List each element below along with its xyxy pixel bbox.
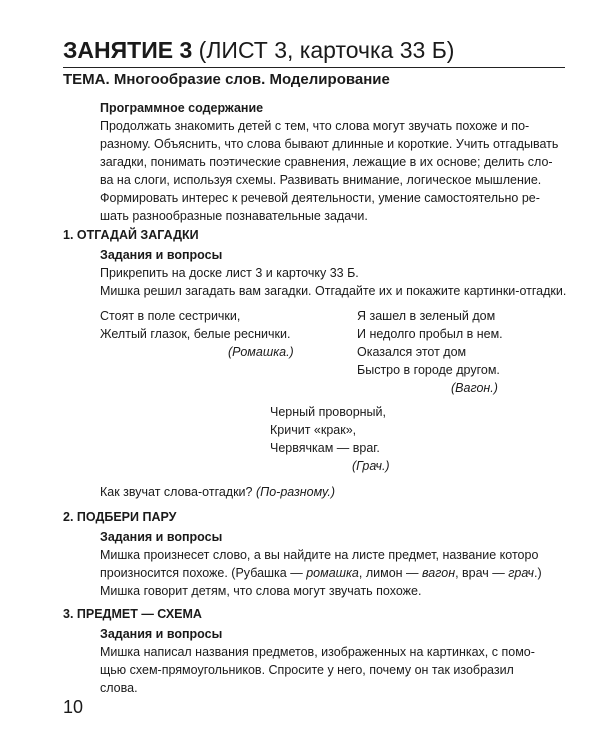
program-line: шать разнообразные познавательные задачи. bbox=[100, 209, 368, 223]
riddle2-line: Оказался этот дом bbox=[357, 345, 467, 359]
title-divider bbox=[63, 67, 565, 68]
riddle1-answer: (Ромашка.) bbox=[228, 345, 294, 359]
riddle3-line: Кричит «крак», bbox=[270, 423, 357, 437]
section2-text: произносится похоже. (Рубашка — bbox=[100, 566, 303, 580]
riddle2-line: Быстро в городе другом. bbox=[357, 363, 500, 377]
section3-heading: 3. ПРЕДМЕТ — СХЕМА bbox=[63, 607, 202, 621]
program-line: Продолжать знакомить детей с тем, что слова могут звучать похоже и по- bbox=[100, 119, 530, 133]
riddle2-answer: (Вагон.) bbox=[451, 381, 498, 395]
program-heading: Программное содержание bbox=[100, 101, 264, 115]
riddle3-line: Черный проворный, bbox=[270, 405, 386, 419]
question-text: Как звучат слова-отгадки? bbox=[100, 485, 253, 499]
riddle1-line: Желтый глазок, белые реснички. bbox=[100, 327, 291, 341]
program-line: загадки, понимать поэтические сравнения, лежащие в их основе; делить сло- bbox=[100, 155, 553, 169]
program-line: ва на слоги, используя схемы. Развивать внимание, логическое мышление. bbox=[100, 173, 542, 187]
program-line: Формировать интерес к речевой деятельности, умение самостоятельно ре- bbox=[100, 191, 540, 205]
riddle2-line: И недолго пробыл в нем. bbox=[357, 327, 503, 341]
section2-text: .) bbox=[533, 566, 542, 580]
program-line: разному. Объяснить, что слова бывают длинные и короткие. Учить отгадывать bbox=[100, 137, 559, 151]
section3-line: щью схем-прямоугольников. Спросите у него, почему он так изобразил bbox=[100, 663, 514, 677]
word-romashka: ромашка bbox=[306, 566, 359, 580]
section2-line bbox=[100, 564, 542, 582]
riddle3-answer: (Грач.) bbox=[352, 459, 390, 473]
lesson-label: ЗАНЯТИЕ 3 bbox=[63, 37, 193, 63]
section2-line: Мишка говорит детям, что слова могут звучать похоже. bbox=[100, 584, 422, 598]
section1-intro-line: Прикрепить на доске лист 3 и карточку 33 Б. bbox=[100, 266, 359, 280]
section1-heading: 1. ОТГАДАЙ ЗАГАДКИ bbox=[63, 228, 199, 242]
riddle2-line: Я зашел в зеленый дом bbox=[357, 309, 496, 323]
section2-line: Мишка произнесет слово, а вы найдите на листе предмет, название которо bbox=[100, 548, 539, 562]
word-grach: грач bbox=[508, 566, 534, 580]
section2-heading: 2. ПОДБЕРИ ПАРУ bbox=[63, 510, 177, 524]
riddle1-line: Стоят в поле сестрички, bbox=[100, 309, 241, 323]
section3-tasks-heading: Задания и вопросы bbox=[100, 627, 223, 641]
section1-question bbox=[100, 483, 335, 501]
section2-tasks-heading: Задания и вопросы bbox=[100, 530, 223, 544]
lesson-subtitle: (ЛИСТ 3, карточка 33 Б) bbox=[198, 37, 455, 63]
section3-line: Мишка написал названия предметов, изображенных на картинках, с помо- bbox=[100, 645, 535, 659]
question-answer: (По-разному.) bbox=[255, 485, 336, 499]
section1-tasks-heading: Задания и вопросы bbox=[100, 248, 223, 262]
program-text bbox=[100, 117, 559, 225]
word-vagon: вагон bbox=[422, 566, 456, 580]
section3-line: слова. bbox=[100, 681, 138, 695]
section1-intro-line: Мишка решил загадать вам загадки. Отгадайте их и покажите картинки-отгадки. bbox=[100, 284, 567, 298]
page-number: 10 bbox=[63, 697, 84, 717]
section2-text: , врач — bbox=[455, 566, 505, 580]
topic-heading: ТЕМА. Многообразие слов. Моделирование bbox=[63, 71, 390, 88]
section2-text: , лимон — bbox=[358, 566, 419, 580]
lesson-title bbox=[63, 36, 454, 64]
riddle3-line: Червячкам — враг. bbox=[270, 441, 380, 455]
